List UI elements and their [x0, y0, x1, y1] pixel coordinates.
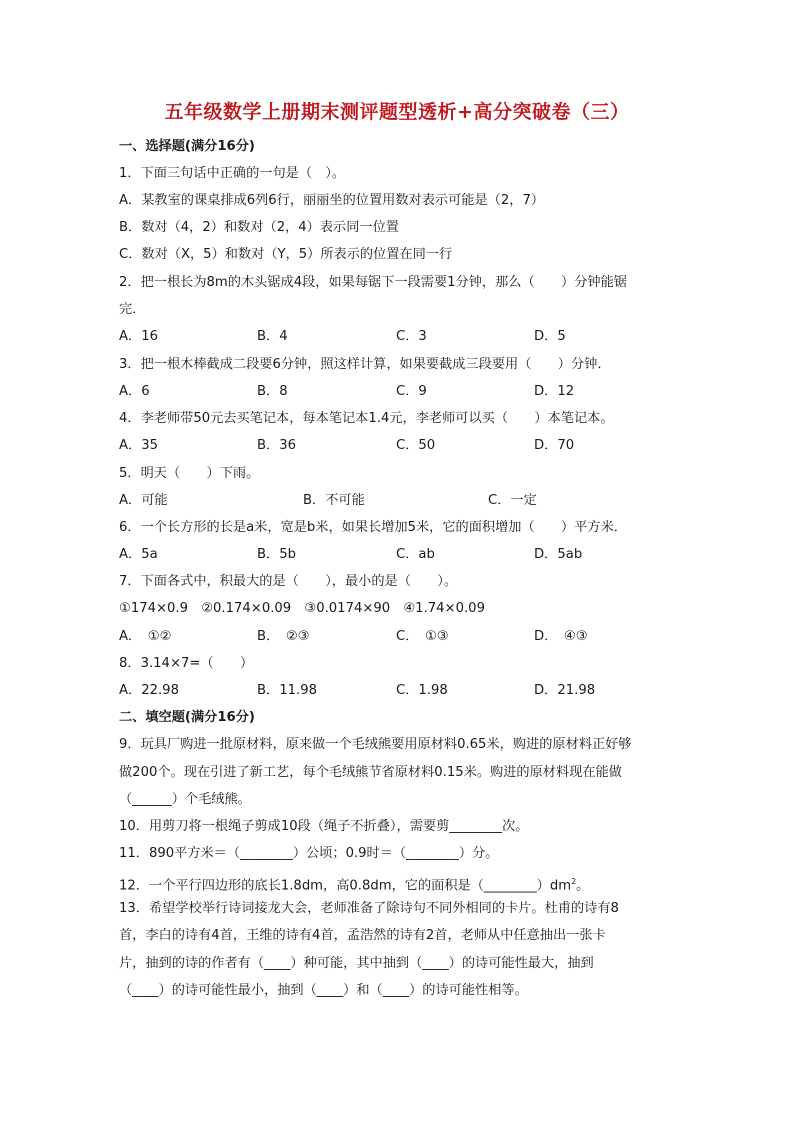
question-1-option-c: C．数对（X，5）和数对（Y，5）所表示的位置在同一行	[119, 247, 453, 262]
question-1-stem: 1．下面三句话中正确的一句是（ ）。	[119, 166, 345, 181]
question-7-option: A． ①②	[119, 629, 172, 644]
question-6-option: C．ab	[396, 547, 435, 562]
question-4-option: A．35	[119, 438, 158, 453]
question-5-option: B．不可能	[303, 493, 365, 508]
question-8-stem: 8．3.14×7=（ ）	[119, 656, 254, 671]
question-2-option: A．16	[119, 329, 158, 344]
question-8-option: B．11.98	[257, 683, 317, 698]
question-7-expressions: ①174×0.9 ②0.174×0.09 ③0.0174×90 ④1.74×0.09	[119, 601, 485, 616]
question-13-line: 首，李白的诗有4首，王维的诗有4首，孟浩然的诗有2首，老师从中任意抽出一张卡	[119, 928, 606, 943]
question-2-option: B．4	[257, 329, 288, 344]
question-3-option: D．12	[534, 384, 575, 399]
question-2-stem-cont: 完．	[119, 302, 146, 317]
page-title: 五年级数学上册期末测评题型透析+高分突破卷（三）	[164, 101, 630, 123]
question-12-end: 。	[576, 878, 590, 894]
question-7-option: D． ④③	[534, 629, 588, 644]
question-2-option: D．5	[534, 329, 566, 344]
section-heading-choice: 一、选择题(满分16分)	[119, 139, 255, 154]
question-3-option: C．9	[396, 384, 427, 399]
question-5-option: C．一定	[488, 493, 537, 508]
section-heading-fill: 二、填空题(满分16分)	[119, 710, 255, 725]
question-6-option: B．5b	[257, 547, 296, 562]
question-3-option: B．8	[257, 384, 288, 399]
question-13-line: 片，抽到的诗的作者有（____）种可能，其中抽到（____）的诗可能性最大，抽到	[119, 956, 594, 971]
question-12	[119, 873, 589, 895]
question-3-option: A．6	[119, 384, 150, 399]
question-6-stem: 6．一个长方形的长是a米，宽是b米，如果长增加5米，它的面积增加（ ）平方米．	[119, 520, 627, 535]
question-4-option: B．36	[257, 438, 297, 453]
question-9-line: （______）个毛绒熊。	[119, 792, 251, 807]
question-2-option: C．3	[396, 329, 427, 344]
question-9-line: 做200个。现在引进了新工艺，每个毛绒熊节省原材料0.15米。购进的原材料现在能做	[119, 765, 622, 780]
question-7-option: C． ①③	[396, 629, 449, 644]
question-8-option: C．1.98	[396, 683, 448, 698]
question-2-stem: 2．把一根长为8m的木头锯成4段，如果每锯下一段需要1分钟，那么（ ）分钟能锯	[119, 275, 627, 290]
question-8-option: A．22.98	[119, 683, 179, 698]
question-5-option: A．可能	[119, 493, 168, 508]
question-7-stem: 7．下面各式中，积最大的是（ ），最小的是（ ）。	[119, 574, 458, 589]
question-13-line: （____）的诗可能性最小，抽到（____）和（____）的诗可能性相等。	[119, 983, 528, 998]
question-3-stem: 3．把一根木棒截成二段要6分钟，照这样计算，如果要截成三段要用（ ）分钟．	[119, 357, 611, 372]
question-11: 11．890平方米＝（________）公顷；0.9时＝（________）分。	[119, 846, 499, 861]
question-9-line: 9．玩具厂购进一批原材料，原来做一个毛绒熊要用原材料0.65米，购进的原材料正好够	[119, 737, 632, 752]
question-4-option: C．50	[396, 438, 436, 453]
question-4-stem: 4．李老师带50元去买笔记本，每本笔记本1.4元，李老师可以买（ ）本笔记本。	[119, 411, 614, 426]
question-12-text: 12．一个平行四边形的底长1.8dm，高0.8dm，它的面积是（________）dm	[119, 878, 572, 894]
question-8-option: D．21.98	[534, 683, 596, 698]
question-5-stem: 5．明天（ ）下雨。	[119, 466, 260, 481]
question-1-option-b: B．数对（4，2）和数对（2，4）表示同一位置	[119, 220, 399, 235]
question-13-line: 13．希望学校举行诗词接龙大会，老师准备了除诗句不同外相同的卡片。杜甫的诗有8	[119, 901, 619, 916]
question-6-option: A．5a	[119, 547, 158, 562]
question-6-option: D．5ab	[534, 547, 583, 562]
question-7-option: B． ②③	[257, 629, 310, 644]
question-4-option: D．70	[534, 438, 575, 453]
question-10: 10．用剪刀将一根绳子剪成10段（绳子不折叠），需要剪________次。	[119, 819, 529, 834]
question-12-superscript: 2	[571, 877, 577, 886]
question-1-option-a: A．某教室的课桌排成6列6行，丽丽坐的位置用数对表示可能是（2，7）	[119, 193, 545, 208]
